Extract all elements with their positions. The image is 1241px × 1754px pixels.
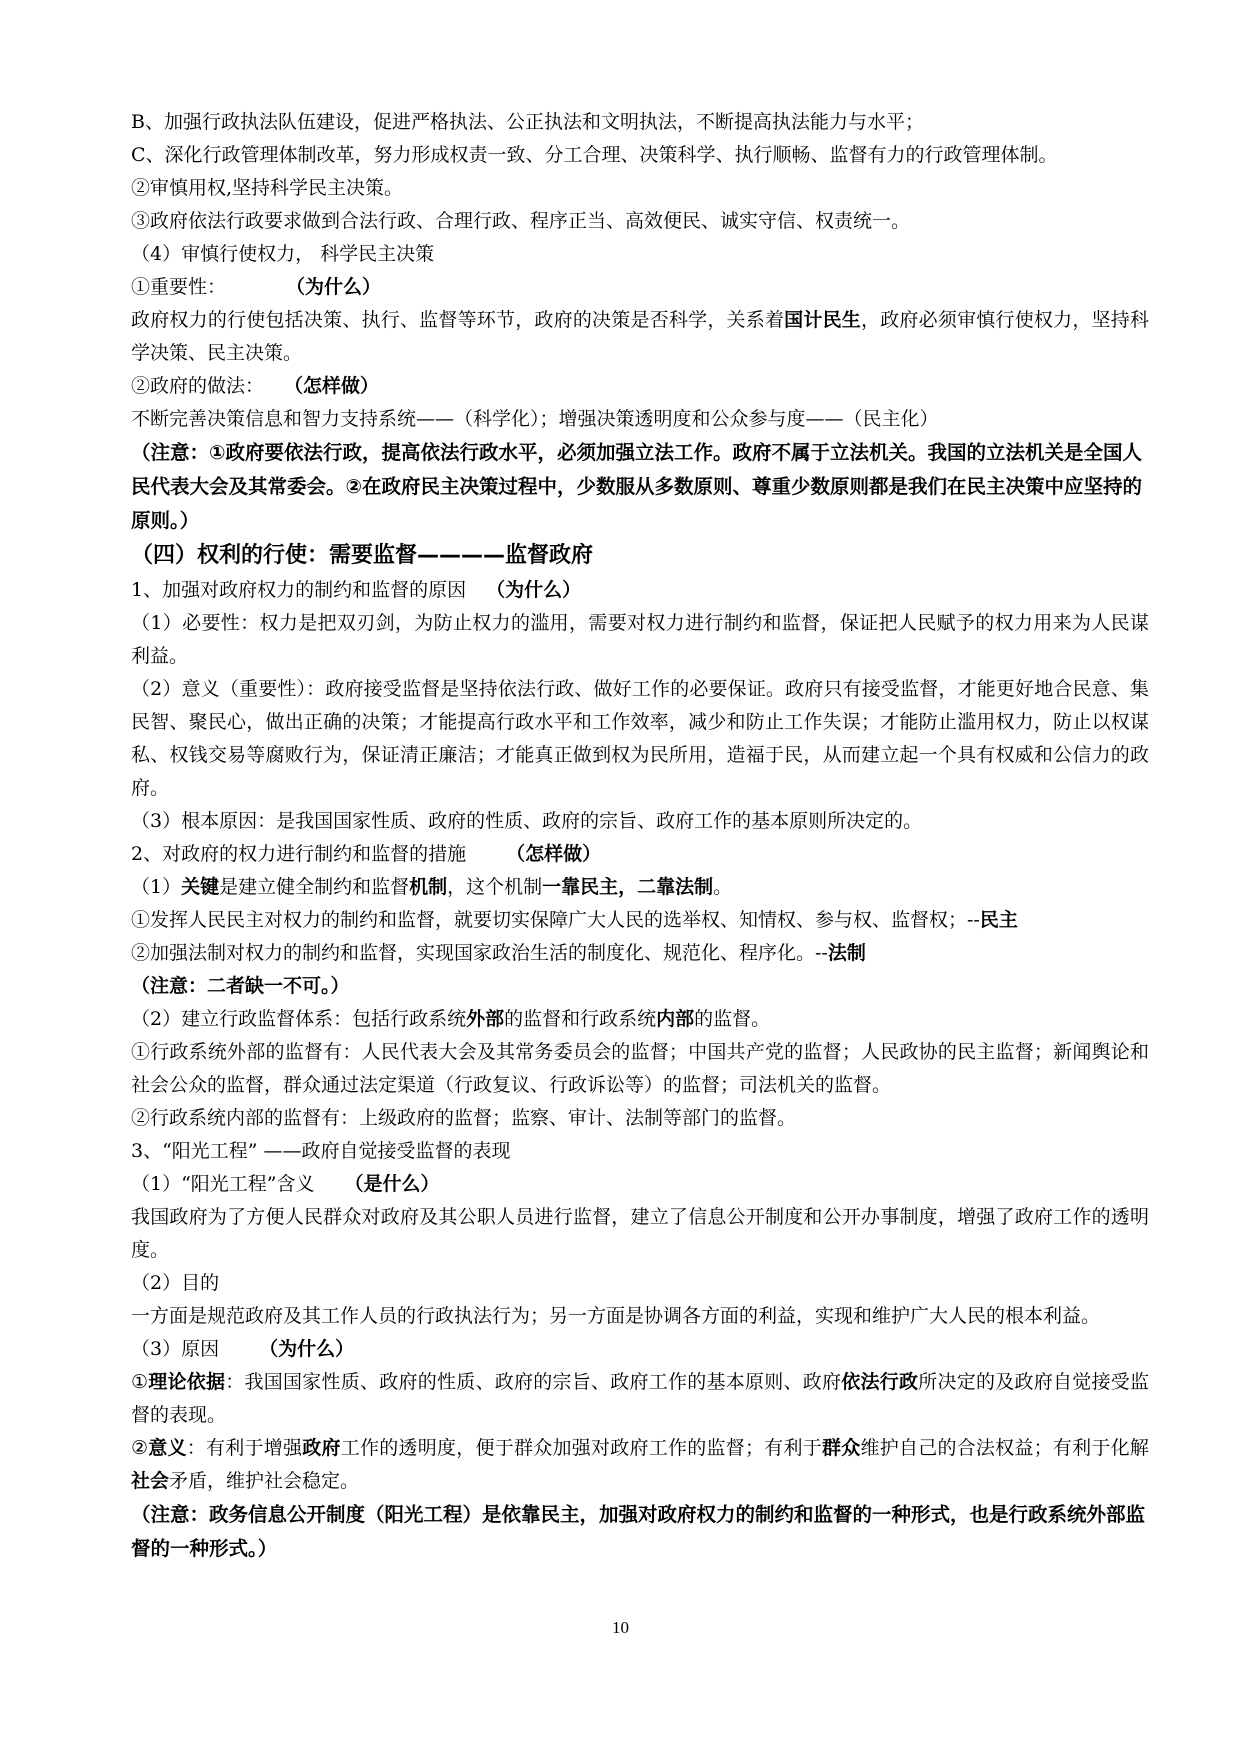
point-3: ③政府依法行政要求做到合法行政、合理行政、程序正当、高效便民、诚实守信、权责统一。 xyxy=(131,210,911,232)
text: 所决定的及政府自觉接受监督的表现。 xyxy=(131,1371,1149,1426)
why-tag: （为什么） xyxy=(286,276,382,298)
text: （2）建立行政监督体系：包括行政系统 xyxy=(131,1008,467,1030)
text: 2、对政府的权力进行制约和监督的措施 xyxy=(131,843,467,865)
theory-basis-paragraph xyxy=(131,1366,1149,1432)
text: ① xyxy=(131,1371,149,1393)
approach-paragraph: 不断完善决策信息和智力支持系统——（科学化）；增强决策透明度和公众参与度——（民主化） xyxy=(131,408,939,430)
text: ：有利于增强 xyxy=(186,1437,303,1459)
key-mechanism-line xyxy=(131,871,1149,904)
text: 政府权力的行使包括决策、执行、监督等环节，政府的决策是否科学，关系着 xyxy=(131,309,785,331)
bold-term: 一靠民主，二靠法制 xyxy=(542,876,714,898)
text: ：我国国家性质、政府的性质、政府的宗旨、政府工作的基本原则、政府 xyxy=(225,1371,842,1393)
text: 是建立健全制约和监督 xyxy=(219,876,410,898)
approach-label: ②政府的做法： xyxy=(131,375,265,397)
text: 矛盾，维护社会稳定。 xyxy=(169,1470,360,1492)
importance-label: ①重要性： xyxy=(131,276,227,298)
sunshine-meaning-line xyxy=(131,1168,1149,1201)
legal-line xyxy=(131,937,1149,970)
significance-paragraph: （2）意义（重要性）：政府接受监督是坚持依法行政、做好工作的必要保证。政府只有接受监督，才能更好地合民意、集民智、聚民心，做出正确的决策；才能提高行政水平和工作效率，减少和防止工作失误；才能防止滥用权力，防止以权谋私、权钱交易等腐败行为，保证清正廉洁；才能真正做到权为民所用，造福于民，从而建立起一个具有权威和公信力的政府。 xyxy=(131,678,1149,799)
bold-term: 意义 xyxy=(148,1437,187,1459)
text: ，这个机制 xyxy=(447,876,543,898)
note-sunshine: （注意：政务信息公开制度（阳光工程）是依靠民主，加强对政府权力的制约和监督的一种形式，也是行政系统外部监督的一种形式。） xyxy=(131,1503,1146,1560)
text: 维护自己的合法权益；有利于化解 xyxy=(860,1437,1149,1459)
text: （1） xyxy=(131,876,182,898)
reason-heading xyxy=(131,574,1149,607)
bold-term: 依法行政 xyxy=(841,1371,919,1393)
root-cause-line: （3）根本原因：是我国国家性质、政府的性质、政府的宗旨、政府工作的基本原则所决定的。 xyxy=(131,810,923,832)
text: 的监督和行政系统 xyxy=(504,1008,657,1030)
note-legislation: （注意：①政府要依法行政，提高依法行政水平，必须加强立法工作。政府不属于立法机关。我国的立法机关是全国人民代表大会及其常委会。②在政府民主决策过程中，少数服从多数原则、尊重少数原则都是我们在民主决策中应坚持的原则。） xyxy=(131,441,1143,532)
why-tag: （为什么） xyxy=(259,1338,355,1360)
subsection-4-title: （4）审慎行使权力， 科学民主决策 xyxy=(131,243,435,265)
bold-term: 国计民生 xyxy=(784,309,862,331)
text: ② xyxy=(131,1437,149,1459)
text: 工作的透明度，便于群众加强对政府工作的监督；有利于 xyxy=(340,1437,822,1459)
what-tag: （是什么） xyxy=(344,1173,440,1195)
sunshine-heading: 3、“阳光工程” ——政府自觉接受监督的表现 xyxy=(131,1140,511,1162)
importance-paragraph xyxy=(131,304,1149,370)
reason-line xyxy=(131,1333,1149,1366)
page-body xyxy=(131,106,1149,1566)
page-number: 10 xyxy=(612,1618,629,1637)
text: 1、加强对政府权力的制约和监督的原因 xyxy=(131,579,467,601)
necessity-paragraph: （1）必要性：权力是把双刃剑，为防止权力的滥用，需要对权力进行制约和监督，保证把人民赋予的权力用来为人民谋利益。 xyxy=(131,612,1149,667)
section-4-heading: （四）权利的行使：需要监督————监督政府 xyxy=(131,543,594,568)
purpose-paragraph: 一方面是规范政府及其工作人员的行政执法行为；另一方面是协调各方面的利益，实现和维护广大人民的根本利益。 xyxy=(131,1305,1101,1327)
bold-term: 理论依据 xyxy=(148,1371,226,1393)
measures-heading xyxy=(131,838,1149,871)
importance-line xyxy=(131,271,1149,304)
purpose-label: （2）目的 xyxy=(131,1272,220,1294)
internal-supervision-line: ②行政系统内部的监督有：上级政府的监督；监察、审计、法制等部门的监督。 xyxy=(131,1107,797,1129)
bold-term: 政府 xyxy=(302,1437,341,1459)
democracy-line xyxy=(131,904,1149,937)
text: ①发挥人民民主对权力的制约和监督，就要切实保障广大人民的选举权、知情权、参与权、监督权；-- xyxy=(131,909,980,931)
bold-term: 外部 xyxy=(466,1008,505,1030)
bold-term: 法制 xyxy=(827,942,866,964)
bold-term: 社会 xyxy=(131,1470,170,1492)
why-tag: （为什么） xyxy=(486,579,582,601)
text: ②加强法制对权力的制约和监督，实现国家政治生活的制度化、规范化、程序化。-- xyxy=(131,942,828,964)
text: 的监督。 xyxy=(694,1008,771,1030)
text: （1）“阳光工程”含义 xyxy=(131,1173,315,1195)
bold-term: 关键 xyxy=(181,876,220,898)
note-both-needed: （注意：二者缺一不可。） xyxy=(131,975,350,997)
bold-term: 内部 xyxy=(656,1008,695,1030)
item-c: C、深化行政管理体制改革，努力形成权责一致、分工合理、决策科学、执行顺畅、监督有力的行政管理体制。 xyxy=(131,144,1058,166)
item-b: B、加强行政执法队伍建设，促进严格执法、公正执法和文明执法，不断提高执法能力与水平； xyxy=(131,111,924,133)
text: 。 xyxy=(713,876,733,898)
sunshine-meaning-paragraph: 我国政府为了方便人民群众对政府及其公职人员进行监督，建立了信息公开制度和公开办事制度，增强了政府工作的透明度。 xyxy=(131,1206,1149,1261)
supervision-system-line xyxy=(131,1003,1149,1036)
bold-term: 民主 xyxy=(979,909,1018,931)
significance-list-paragraph xyxy=(131,1432,1149,1498)
how-tag: （怎样做） xyxy=(506,843,602,865)
text: （3）原因 xyxy=(131,1338,220,1360)
bold-term: 机制 xyxy=(409,876,448,898)
approach-line xyxy=(131,370,1149,403)
external-supervision-paragraph: ①行政系统外部的监督有：人民代表大会及其常务委员会的监督；中国共产党的监督；人民政协的民主监督；新闻舆论和社会公众的监督，群众通过法定渠道（行政复议、行政诉讼等）的监督；司法机关的监督。 xyxy=(131,1041,1149,1096)
how-tag: （怎样做） xyxy=(284,375,380,397)
point-2: ②审慎用权,坚持科学民主决策。 xyxy=(131,177,404,199)
text: ，政府必须审慎行使权力，坚持科学决策、民主决策。 xyxy=(131,309,1149,364)
bold-term: 群众 xyxy=(821,1437,861,1459)
